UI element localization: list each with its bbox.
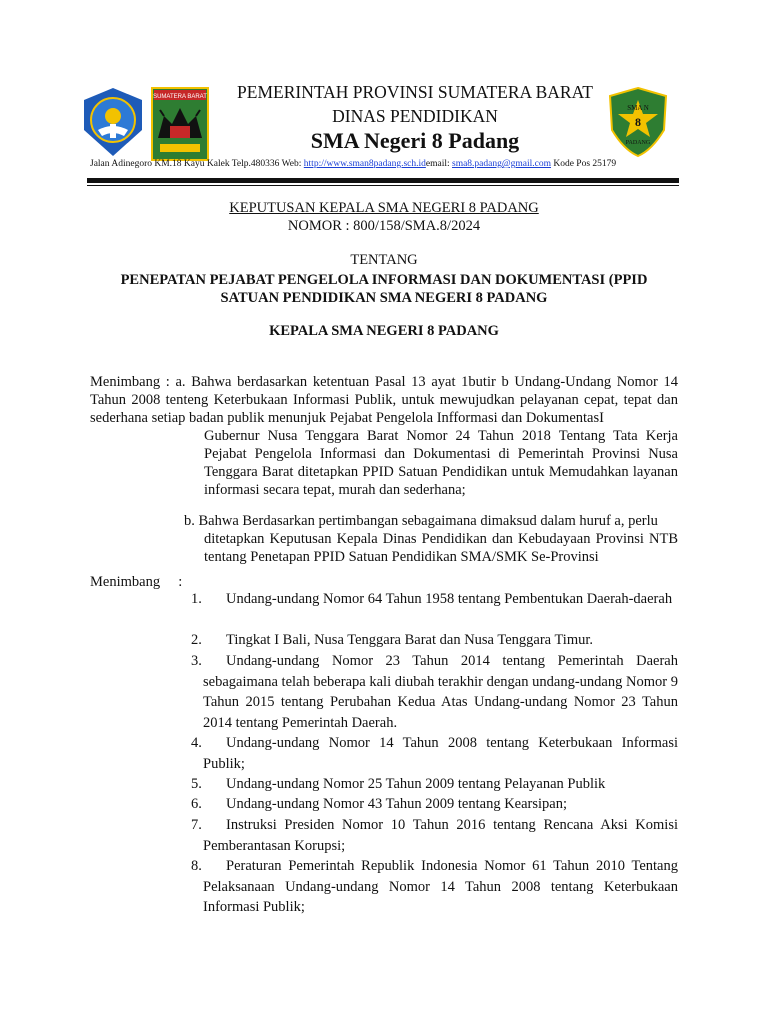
list-item — [191, 733, 678, 774]
postal-code: Kode Pos 25179 — [550, 159, 617, 169]
menimbang-a-continued: Gubernur Nusa Tenggara Barat Nomor 24 Tahun 2018 Tentang Tata Kerja Pejabat Pengelola Informasi dan Dokumentasi di Pemerintah Provinsi Nusa Tenggara Barat ditetapkan PPID Satuan Pendidikan untuk Memudahkan layanan informasi secara tepat, murah dan sederhana; — [204, 428, 678, 498]
list-item — [191, 794, 678, 815]
list-item-number: 8. — [191, 858, 202, 874]
kop-line-2: DINAS PENDIDIKAN — [332, 106, 498, 126]
menimbang-b-continued: ditetapkan Keputusan Kepala Dinas Pendidikan dan Kebudayaan Provinsi NTB tentang Penetapan PPID Satuan Pendidikan SMA/SMK Se-Provinsi — [204, 531, 678, 565]
list-item-number: 5. — [191, 776, 202, 792]
logo-text-num: 8 — [635, 115, 641, 129]
list-item-number: 1. — [191, 591, 202, 607]
tentang-heading: TENTANG — [350, 252, 418, 268]
website-link[interactable]: http://www.sman8padang.sch.id — [303, 159, 426, 169]
logo-text: SUMATERA BARAT — [153, 94, 207, 100]
subject-line-1: PENEPATAN PEJABAT PENGELOLA INFORMASI DAN DOKUMENTASI (PPID — [120, 272, 648, 288]
logo-text-top: SMA N — [627, 104, 649, 112]
decree-title: KEPUTUSAN KEPALA SMA NEGERI 8 PADANG — [229, 200, 539, 216]
list-item — [191, 630, 678, 651]
list-item-text: Peraturan Pemerintah Republik Indonesia Nomor 61 Tahun 2010 Tentang Pelaksanaan Undang-undang Nomor 14 Tahun 2008 tentang Keterbukaan Informasi Publik; — [203, 858, 678, 915]
list-item-text: Instruksi Presiden Nomor 10 Tahun 2016 tentang Rencana Aksi Komisi Pemberantasan Korupsi; — [203, 817, 678, 854]
logo-text-bottom: PADANG — [625, 140, 651, 146]
list-item-number: 4. — [191, 735, 202, 751]
list-item-text: Undang-undang Nomor 14 Tahun 2008 tentang Keterbukaan Informasi Publik; — [203, 735, 678, 772]
list-item-number: 2. — [191, 632, 202, 648]
list-item-text: Undang-undang Nomor 64 Tahun 1958 tentang Pembentukan Daerah-daerah — [226, 591, 673, 607]
list-item-number: 6. — [191, 796, 202, 812]
menimbang-a: Menimbang : a. Bahwa berdasarkan ketentuan Pasal 13 ayat 1butir b Undang-Undang Nomor 14 Tahun 2008 tenteng Keterbukaan Informasi Publik, untuk mewujudkan pelayanan cepat, tepat dan sederhana setiap badan publik menunjuk Pejabat Pengelola Infformasi dan DokumentasI — [90, 374, 678, 426]
list-item-text: Undang-undang Nomor 25 Tahun 2009 tentang Pelayanan Publik — [226, 776, 606, 792]
list-item-text: Tingkat I Bali, Nusa Tenggara Barat dan Nusa Tenggara Timur. — [226, 632, 594, 648]
address-text: Jalan Adinegoro KM.18 Kayu Kalek Telp.480336 Web: — [90, 159, 304, 169]
email-label: email: — [425, 159, 452, 169]
menimbang-label-2: Menimbang : — [90, 574, 183, 590]
list-item — [191, 856, 678, 918]
header-rule-thin — [87, 185, 679, 186]
list-item-number: 3. — [191, 653, 202, 669]
list-item-text: Undang-undang Nomor 43 Tahun 2009 tentang Kearsipan; — [226, 796, 568, 812]
list-item — [191, 589, 678, 610]
list-item — [191, 651, 678, 733]
list-item — [191, 774, 678, 795]
school-name: SMA Negeri 8 Padang — [310, 128, 520, 153]
list-item — [191, 815, 678, 856]
subject-line-2: SATUAN PENDIDIKAN SMA NEGERI 8 PADANG — [220, 290, 548, 306]
kop-line-1: PEMERINTAH PROVINSI SUMATERA BARAT — [237, 82, 593, 102]
tut-wuri-handayani-logo — [80, 86, 146, 158]
decree-number: NOMOR : 800/158/SMA.8/2024 — [287, 218, 481, 234]
list-item-number: 7. — [191, 817, 202, 833]
list-item-text: Undang-undang Nomor 23 Tahun 2014 tentang Pemerintah Daerah sebagaimana telah beberapa kali diubah terakhir dengan undang-undang Nomor 9 Tahun 2015 tentang Perubahan Kedua Atas Undang-undang Nomor 23 Tahun 2014 tentang Pemerintah Daerah. — [203, 653, 678, 731]
menimbang-b: b. Bahwa Berdasarkan pertimbangan sebagaimana dimaksud dalam huruf a, perlu — [184, 513, 658, 529]
header-rule-thick — [87, 178, 679, 183]
email-link[interactable]: sma8.padang@gmail.com — [452, 159, 551, 169]
address-line — [90, 159, 710, 169]
issuer-heading: KEPALA SMA NEGERI 8 PADANG — [269, 323, 499, 339]
